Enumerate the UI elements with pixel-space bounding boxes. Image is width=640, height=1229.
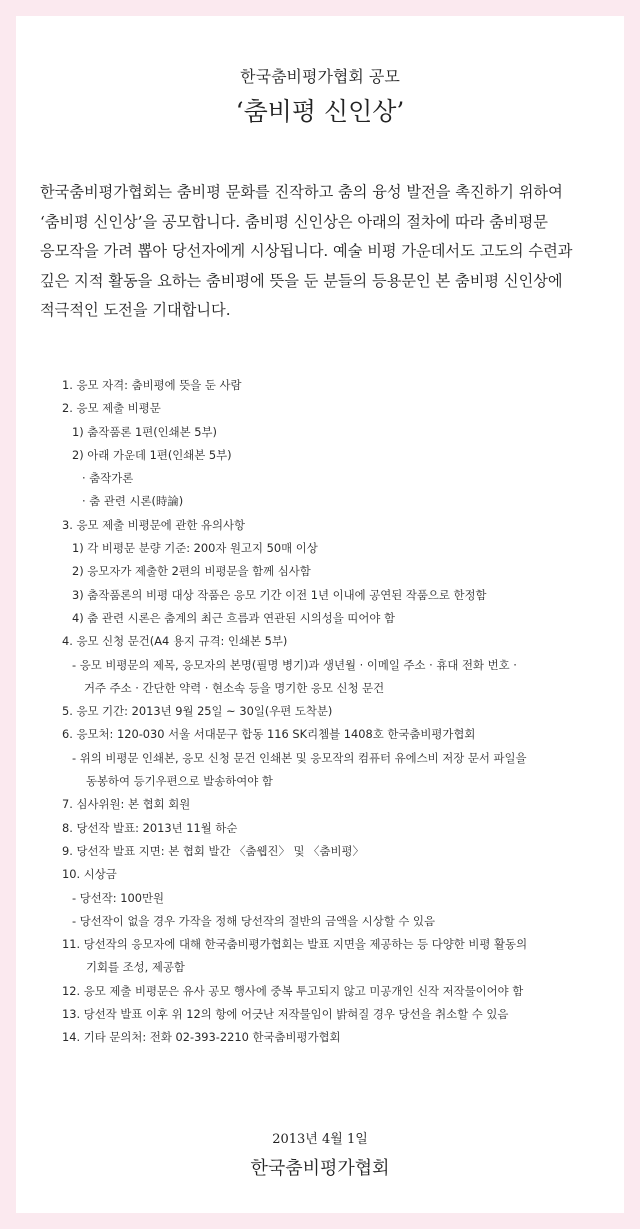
notice-subtitle: 한국춤비평가협회 공모 xyxy=(240,67,400,86)
rule-subitem: 2) 아래 가운데 1편(인쇄본 5부) xyxy=(72,447,232,462)
rule-item: 1. 응모 자격: 춤비평에 뜻을 둔 사람 xyxy=(62,378,242,392)
intro-line: ‘춤비평 신인상’을 공모합니다. 춤비평 신인상은 아래의 절차에 따라 춤비평문 xyxy=(40,212,548,231)
rule-item: 9. 당선작 발표 지면: 본 협회 발간 〈춤웹진〉 및 〈춤비평〉 xyxy=(62,843,364,858)
notice-title: ‘춤비평 신인상’ xyxy=(235,97,405,126)
rule-item: 2. 응모 제출 비평문 xyxy=(62,401,161,416)
rule-item: 12. 응모 제출 비평문은 유사 공모 행사에 중복 투고되지 않고 미공개인 신작 저작물이어야 함 xyxy=(62,983,524,998)
rule-continuation: 거주 주소 · 간단한 약력 · 현소속 등을 명기한 응모 신청 문건 xyxy=(84,680,385,695)
rule-item: 4. 응모 신청 문건(A4 용지 규격: 인쇄본 5부) xyxy=(62,634,288,649)
notice-card xyxy=(16,16,624,1213)
intro-line: 적극적인 도전을 기대합니다. xyxy=(40,301,231,320)
rule-bullet: · 춤 관련 시론(時論) xyxy=(82,494,184,509)
rule-item: 6. 응모처: 120-030 서울 서대문구 합동 116 SK리쳄블 1408호 한국춤비평가협회 xyxy=(62,727,476,742)
rule-subitem: 2) 응모자가 제출한 2편의 비평문을 함께 심사함 xyxy=(72,564,311,579)
rule-item: 5. 응모 기간: 2013년 9월 25일 ~ 30일(우편 도착분) xyxy=(62,704,333,719)
rule-item: 10. 시상금 xyxy=(62,867,117,882)
rule-dash-item: - 응모 비평문의 제목, 응모자의 본명(필명 병기)과 생년월 · 이메일 주소 · 휴대 전화 번호 · xyxy=(72,657,517,672)
rule-continuation: 동봉하여 등기우편으로 발송하여야 함 xyxy=(86,774,273,789)
rule-subitem: 3) 춤작품론의 비평 대상 작품은 응모 기간 이전 1년 이내에 공연된 작품으로 한정함 xyxy=(72,587,487,602)
rule-bullet: · 춤작가론 xyxy=(82,471,134,486)
rule-subitem: 1) 춤작품론 1편(인쇄본 5부) xyxy=(72,424,217,439)
rule-item: 13. 당선작 발표 이후 위 12의 항에 어긋난 저작물임이 밝혀질 경우 당선을 취소할 수 있음 xyxy=(62,1007,509,1022)
rule-item: 7. 심사위원: 본 협회 회원 xyxy=(62,797,191,812)
intro-line: 응모작을 가려 뽑아 당선자에게 시상됩니다. 예술 비평 가운데서도 고도의 수련과 xyxy=(40,242,573,261)
rule-subitem: 4) 춤 관련 시론은 춤계의 최근 흐름과 연관된 시의성을 띠어야 함 xyxy=(72,610,395,625)
rule-dash-item: - 당선작이 없을 경우 가작을 정해 당선작의 절반의 금액을 시상할 수 있음 xyxy=(72,913,436,928)
rule-continuation: 기회를 조성, 제공함 xyxy=(86,960,185,975)
rules-list xyxy=(62,374,622,1050)
intro-line: 한국춤비평가협회는 춤비평 문화를 진작하고 춤의 융성 발전을 촉진하기 위하여 xyxy=(40,183,563,201)
rule-item: 11. 당선작의 응모자에 대해 한국춤비평가협회는 발표 지면을 제공하는 등 다양한 비평 활동의 xyxy=(62,937,528,952)
rule-dash-item: - 위의 비평문 인쇄본, 응모 신청 문건 인쇄본 및 응모작의 컴퓨터 유에스비 저장 문서 파일을 xyxy=(72,750,527,765)
issuer-name: 한국춤비평가협회 xyxy=(250,1158,390,1179)
rule-subitem: 1) 각 비평문 분량 기준: 200자 원고지 50매 이상 xyxy=(72,541,318,556)
intro-line: 깊은 지적 활동을 요하는 춤비평에 뜻을 둔 분들의 등용문인 본 춤비평 신인상에 xyxy=(40,271,563,290)
notice-date: 2013년 4월 1일 xyxy=(272,1132,368,1147)
rule-dash-item: - 당선작: 100만원 xyxy=(72,890,164,905)
rule-item: 8. 당선작 발표: 2013년 11월 하순 xyxy=(62,820,238,835)
rule-item: 14. 기타 문의처: 전화 02-393-2210 한국춤비평가협회 xyxy=(62,1030,341,1045)
rule-item: 3. 응모 제출 비평문에 관한 유의사항 xyxy=(62,517,246,532)
intro-paragraph xyxy=(40,178,610,326)
